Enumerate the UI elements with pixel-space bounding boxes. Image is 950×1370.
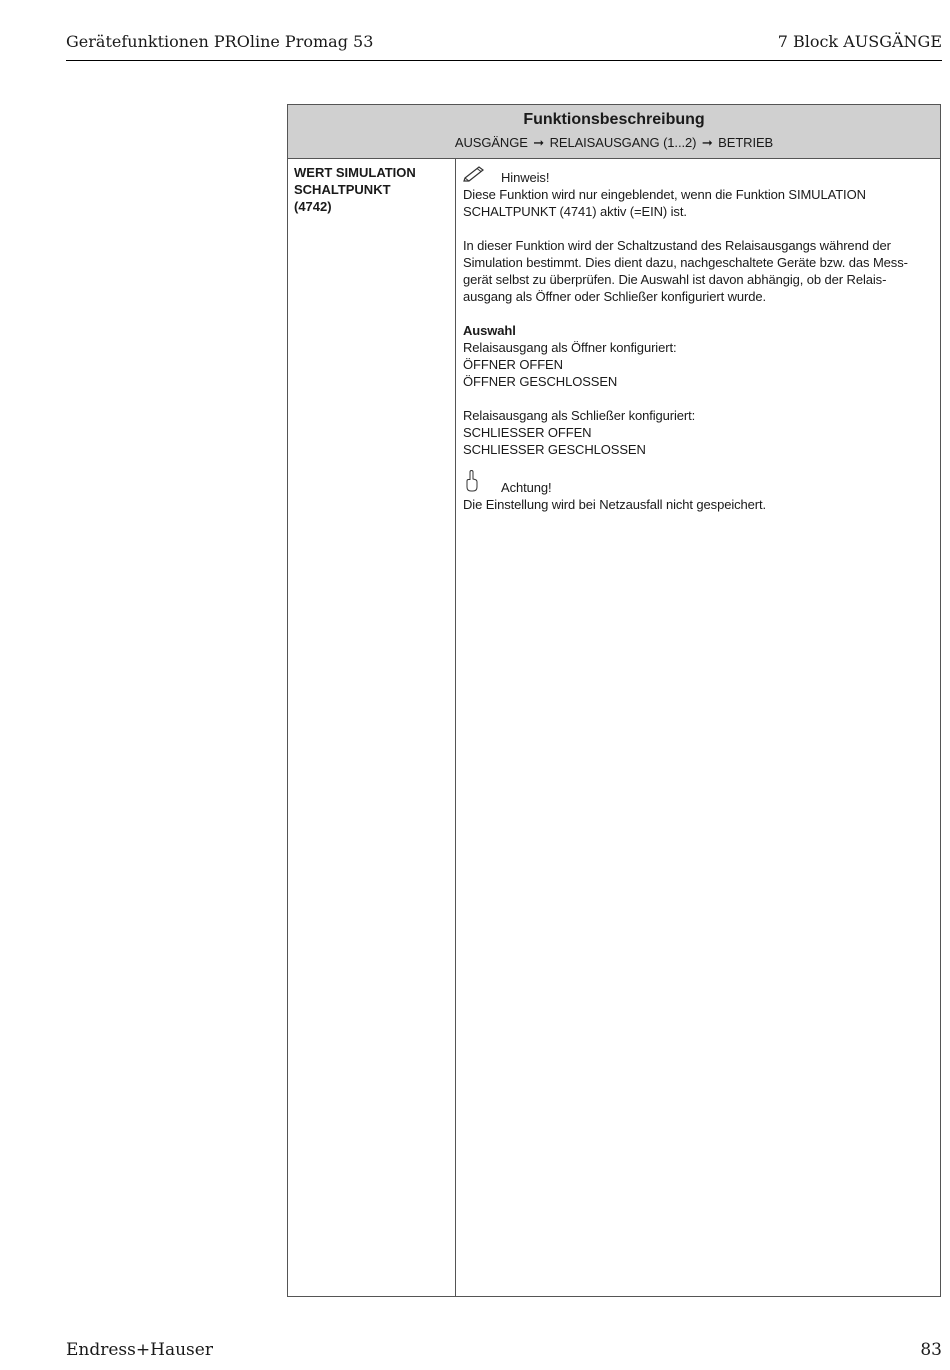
arrow-right-icon: ➞ bbox=[701, 135, 713, 150]
description-line-3: gerät selbst zu überprüfen. Die Auswahl ist davon abhängig, ob der Relais- bbox=[463, 272, 887, 287]
path-item-ausgaenge: AUSGÄNGE bbox=[454, 135, 528, 150]
pointing-hand-icon bbox=[463, 470, 501, 496]
warning-label: Achtung! bbox=[501, 480, 552, 495]
note-label: Hinweis! bbox=[501, 170, 550, 185]
function-description-cell bbox=[456, 159, 940, 1296]
page-number: 83 bbox=[920, 1340, 942, 1360]
path-item-relaisausgang: RELAISAUSGANG (1...2) bbox=[549, 135, 697, 150]
description-line-2: Simulation bestimmt. Dies dient dazu, nachgeschaltete Geräte bzw. das Mess- bbox=[463, 255, 908, 270]
header-title: Gerätefunktionen PROline Promag 53 bbox=[66, 32, 374, 51]
page-header bbox=[66, 30, 942, 61]
warning-heading bbox=[463, 475, 934, 496]
function-code: (4742) bbox=[294, 199, 332, 214]
function-name-line1: WERT SIMULATION bbox=[294, 165, 416, 180]
note-heading bbox=[463, 165, 934, 186]
brand-logo-text: Endress+Hauser bbox=[66, 1340, 213, 1360]
warning-text: Die Einstellung wird bei Netzausfall nicht gespeichert. bbox=[463, 497, 767, 512]
opener-option-1: ÖFFNER OFFEN bbox=[463, 357, 563, 372]
note-text-2: SCHALTPUNKT (4741) aktiv (=EIN) ist. bbox=[463, 204, 687, 219]
menu-path bbox=[288, 134, 940, 152]
note-text-1: Diese Funktion wird nur eingeblendet, wenn die Funktion SIMULATION bbox=[463, 187, 866, 202]
opener-option-2: ÖFFNER GESCHLOSSEN bbox=[463, 374, 618, 389]
closer-intro: Relaisausgang als Schließer konfiguriert: bbox=[463, 408, 696, 423]
function-name-line2: SCHALTPUNKT bbox=[294, 182, 391, 197]
opener-intro: Relaisausgang als Öffner konfiguriert: bbox=[463, 340, 677, 355]
auswahl-title: Auswahl bbox=[463, 323, 516, 338]
function-name-cell bbox=[288, 159, 456, 1296]
pencil-icon bbox=[463, 164, 501, 186]
description-line-1: In dieser Funktion wird der Schaltzustand des Relaisausgangs während der bbox=[463, 238, 891, 253]
table-title: Funktionsbeschreibung bbox=[523, 111, 705, 128]
function-table bbox=[287, 104, 941, 1297]
closer-option-1: SCHLIESSER OFFEN bbox=[463, 425, 592, 440]
header-chapter: 7 Block AUSGÄNGE bbox=[777, 32, 942, 51]
closer-option-2: SCHLIESSER GESCHLOSSEN bbox=[463, 442, 646, 457]
description-line-4: ausgang als Öffner oder Schließer konfiguriert wurde. bbox=[463, 289, 767, 304]
table-header bbox=[288, 105, 940, 159]
arrow-right-icon: ➞ bbox=[533, 135, 545, 150]
path-item-betrieb: BETRIEB bbox=[718, 135, 774, 150]
